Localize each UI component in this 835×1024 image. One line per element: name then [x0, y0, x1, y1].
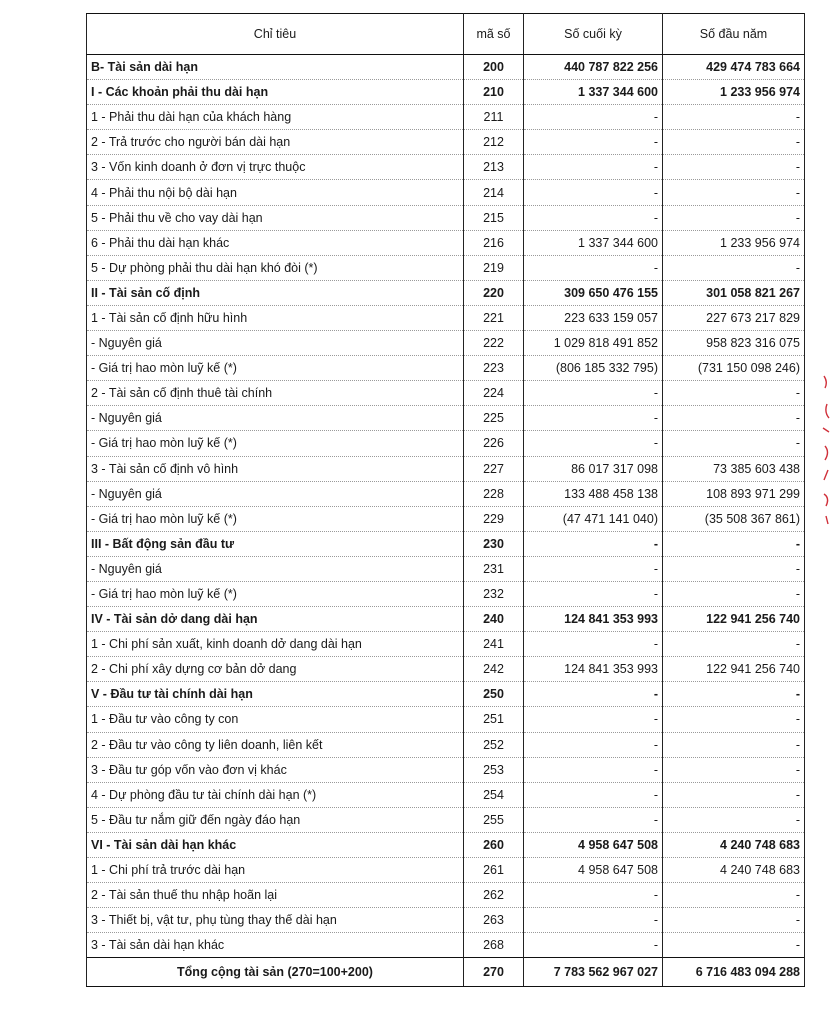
row-code: 210 [464, 80, 524, 105]
row-end-value: - [524, 581, 663, 606]
row-end-value: 4 958 647 508 [524, 858, 663, 883]
row-label: V - Đầu tư tài chính dài hạn [87, 682, 464, 707]
row-code: 252 [464, 732, 524, 757]
row-end-value: 440 787 822 256 [524, 55, 663, 80]
table-row [87, 707, 805, 732]
row-end-value: 1 337 344 600 [524, 230, 663, 255]
row-start-value: (731 150 098 246) [663, 356, 805, 381]
table-row [87, 657, 805, 682]
row-end-value: - [524, 632, 663, 657]
table-row [87, 356, 805, 381]
row-end-value: - [524, 180, 663, 205]
row-label: 2 - Tài sản thuế thu nhập hoãn lại [87, 883, 464, 908]
row-code: 216 [464, 230, 524, 255]
row-code: 230 [464, 531, 524, 556]
row-label: 5 - Đầu tư nắm giữ đến ngày đáo hạn [87, 807, 464, 832]
row-code: 240 [464, 607, 524, 632]
row-end-value: 1 029 818 491 852 [524, 331, 663, 356]
row-end-value: - [524, 205, 663, 230]
row-code: 263 [464, 908, 524, 933]
row-label: III - Bất động sản đầu tư [87, 531, 464, 556]
row-code: 200 [464, 55, 524, 80]
row-code: 241 [464, 632, 524, 657]
row-label: 3 - Vốn kinh doanh ở đơn vị trực thuộc [87, 155, 464, 180]
row-end-value: 1 337 344 600 [524, 80, 663, 105]
row-end-value: - [524, 682, 663, 707]
row-start-value: 958 823 316 075 [663, 331, 805, 356]
table-row [87, 155, 805, 180]
row-end-value: 223 633 159 057 [524, 305, 663, 330]
row-label: - Giá trị hao mòn luỹ kế (*) [87, 506, 464, 531]
row-label: 1 - Phải thu dài hạn của khách hàng [87, 105, 464, 130]
row-label: 3 - Thiết bị, vật tư, phụ tùng thay thế dài hạn [87, 908, 464, 933]
row-label: - Nguyên giá [87, 331, 464, 356]
row-code: 229 [464, 506, 524, 531]
table-row [87, 807, 805, 832]
row-code: 227 [464, 456, 524, 481]
table-row [87, 732, 805, 757]
row-label: 3 - Đầu tư góp vốn vào đơn vị khác [87, 757, 464, 782]
row-code: 242 [464, 657, 524, 682]
row-label: IV - Tài sản dở dang dài hạn [87, 607, 464, 632]
row-label: 3 - Tài sản cố định vô hình [87, 456, 464, 481]
row-end-value: - [524, 807, 663, 832]
table-row [87, 607, 805, 632]
row-start-value: - [663, 682, 805, 707]
row-start-value: - [663, 255, 805, 280]
row-end-value: - [524, 431, 663, 456]
row-label: VI - Tài sản dài hạn khác [87, 832, 464, 857]
row-label: 3 - Tài sản dài hạn khác [87, 933, 464, 958]
table-row [87, 581, 805, 606]
row-code: 228 [464, 481, 524, 506]
row-code: 222 [464, 331, 524, 356]
row-start-value: 122 941 256 740 [663, 607, 805, 632]
header-label: Chỉ tiêu [87, 14, 464, 55]
row-code: 219 [464, 255, 524, 280]
row-start-value: 73 385 603 438 [663, 456, 805, 481]
table-body [87, 55, 805, 987]
row-label: 5 - Dự phòng phải thu dài hạn khó đòi (*) [87, 255, 464, 280]
table-row [87, 556, 805, 581]
table-row [87, 933, 805, 958]
header-end-period: Số cuối kỳ [524, 14, 663, 55]
row-start-value: - [663, 155, 805, 180]
row-end-value: - [524, 933, 663, 958]
row-start-value: 429 474 783 664 [663, 55, 805, 80]
row-label: 6 - Phải thu dài hạn khác [87, 230, 464, 255]
row-start-value: - [663, 732, 805, 757]
row-label: 2 - Trả trước cho người bán dài hạn [87, 130, 464, 155]
table-row [87, 406, 805, 431]
row-label: 2 - Chi phí xây dựng cơ bản dở dang [87, 657, 464, 682]
row-end-value: - [524, 908, 663, 933]
row-start-value: - [663, 581, 805, 606]
row-start-value: 227 673 217 829 [663, 305, 805, 330]
table-row [87, 305, 805, 330]
row-end-value: 124 841 353 993 [524, 657, 663, 682]
row-start-value: - [663, 431, 805, 456]
table-row [87, 883, 805, 908]
row-start-value: - [663, 105, 805, 130]
row-end-value: 124 841 353 993 [524, 607, 663, 632]
row-label: - Nguyên giá [87, 556, 464, 581]
row-end-value: 86 017 317 098 [524, 456, 663, 481]
table-row [87, 456, 805, 481]
table-row [87, 858, 805, 883]
row-label: 1 - Chi phí sản xuất, kinh doanh dở dang dài hạn [87, 632, 464, 657]
row-end-value: - [524, 757, 663, 782]
table-row [87, 80, 805, 105]
row-start-value: - [663, 406, 805, 431]
row-start-value: - [663, 707, 805, 732]
row-code: 213 [464, 155, 524, 180]
row-label: 4 - Dự phòng đầu tư tài chính dài hạn (*) [87, 782, 464, 807]
total-start-value: 6 716 483 094 288 [663, 958, 805, 987]
row-code: 220 [464, 280, 524, 305]
row-start-value: 1 233 956 974 [663, 230, 805, 255]
total-row [87, 958, 805, 987]
row-end-value: - [524, 155, 663, 180]
row-end-value: - [524, 556, 663, 581]
row-end-value: - [524, 381, 663, 406]
row-start-value: - [663, 908, 805, 933]
row-start-value: - [663, 807, 805, 832]
table-row [87, 832, 805, 857]
table-row [87, 481, 805, 506]
row-start-value: (35 508 367 861) [663, 506, 805, 531]
table-row [87, 757, 805, 782]
row-end-value: - [524, 406, 663, 431]
row-label: - Nguyên giá [87, 406, 464, 431]
row-code: 223 [464, 356, 524, 381]
header-row [87, 14, 805, 55]
row-start-value: - [663, 632, 805, 657]
row-start-value: 4 240 748 683 [663, 858, 805, 883]
table-row [87, 280, 805, 305]
row-end-value: 309 650 476 155 [524, 280, 663, 305]
row-label: 2 - Đầu tư vào công ty liên doanh, liên kết [87, 732, 464, 757]
stamp-mark [820, 370, 834, 530]
row-code: 232 [464, 581, 524, 606]
table-row [87, 682, 805, 707]
row-code: 212 [464, 130, 524, 155]
row-code: 251 [464, 707, 524, 732]
row-label: 2 - Tài sản cố định thuê tài chính [87, 381, 464, 406]
row-start-value: - [663, 757, 805, 782]
row-code: 214 [464, 180, 524, 205]
row-start-value: - [663, 180, 805, 205]
row-end-value: - [524, 732, 663, 757]
row-start-value: - [663, 205, 805, 230]
row-code: 215 [464, 205, 524, 230]
total-end-value: 7 783 562 967 027 [524, 958, 663, 987]
row-start-value: - [663, 531, 805, 556]
row-label: 1 - Chi phí trả trước dài hạn [87, 858, 464, 883]
row-label: - Giá trị hao mòn luỹ kế (*) [87, 581, 464, 606]
header-code: mã số [464, 14, 524, 55]
table-row [87, 255, 805, 280]
row-label: B- Tài sản dài hạn [87, 55, 464, 80]
row-label: 1 - Tài sản cố định hữu hình [87, 305, 464, 330]
row-start-value: 122 941 256 740 [663, 657, 805, 682]
row-end-value: - [524, 531, 663, 556]
row-end-value: - [524, 255, 663, 280]
table-row [87, 180, 805, 205]
table-row [87, 55, 805, 80]
row-code: 254 [464, 782, 524, 807]
table-row [87, 431, 805, 456]
row-end-value: (47 471 141 040) [524, 506, 663, 531]
row-code: 226 [464, 431, 524, 456]
row-label: 1 - Đầu tư vào công ty con [87, 707, 464, 732]
row-start-value: - [663, 130, 805, 155]
table-row [87, 205, 805, 230]
row-label: - Nguyên giá [87, 481, 464, 506]
row-start-value: - [663, 933, 805, 958]
row-end-value: - [524, 883, 663, 908]
row-start-value: 108 893 971 299 [663, 481, 805, 506]
row-code: 231 [464, 556, 524, 581]
row-end-value: - [524, 130, 663, 155]
table-row [87, 632, 805, 657]
balance-sheet-table [86, 13, 805, 987]
header-start-year: Số đầu năm [663, 14, 805, 55]
table-row [87, 230, 805, 255]
total-label: Tổng cộng tài sản (270=100+200) [87, 958, 464, 987]
row-start-value: 4 240 748 683 [663, 832, 805, 857]
row-label: 5 - Phải thu về cho vay dài hạn [87, 205, 464, 230]
row-end-value: - [524, 707, 663, 732]
row-end-value: 4 958 647 508 [524, 832, 663, 857]
row-code: 225 [464, 406, 524, 431]
row-code: 224 [464, 381, 524, 406]
row-label: II - Tài sản cố định [87, 280, 464, 305]
row-label: 4 - Phải thu nội bộ dài hạn [87, 180, 464, 205]
row-code: 262 [464, 883, 524, 908]
row-code: 211 [464, 105, 524, 130]
table-row [87, 531, 805, 556]
row-start-value: - [663, 556, 805, 581]
table-row [87, 130, 805, 155]
row-start-value: - [663, 883, 805, 908]
row-label: - Giá trị hao mòn luỹ kế (*) [87, 431, 464, 456]
table-row [87, 506, 805, 531]
row-code: 250 [464, 682, 524, 707]
total-code: 270 [464, 958, 524, 987]
row-end-value: (806 185 332 795) [524, 356, 663, 381]
row-label: I - Các khoản phải thu dài hạn [87, 80, 464, 105]
row-code: 221 [464, 305, 524, 330]
row-code: 253 [464, 757, 524, 782]
row-start-value: - [663, 782, 805, 807]
row-code: 268 [464, 933, 524, 958]
row-start-value: - [663, 381, 805, 406]
table-row [87, 381, 805, 406]
row-end-value: 133 488 458 138 [524, 481, 663, 506]
table-row [87, 908, 805, 933]
table-row [87, 105, 805, 130]
row-code: 260 [464, 832, 524, 857]
row-label: - Giá trị hao mòn luỹ kế (*) [87, 356, 464, 381]
row-code: 255 [464, 807, 524, 832]
row-end-value: - [524, 782, 663, 807]
row-start-value: 301 058 821 267 [663, 280, 805, 305]
row-start-value: 1 233 956 974 [663, 80, 805, 105]
table-row [87, 782, 805, 807]
row-end-value: - [524, 105, 663, 130]
row-code: 261 [464, 858, 524, 883]
table-row [87, 331, 805, 356]
